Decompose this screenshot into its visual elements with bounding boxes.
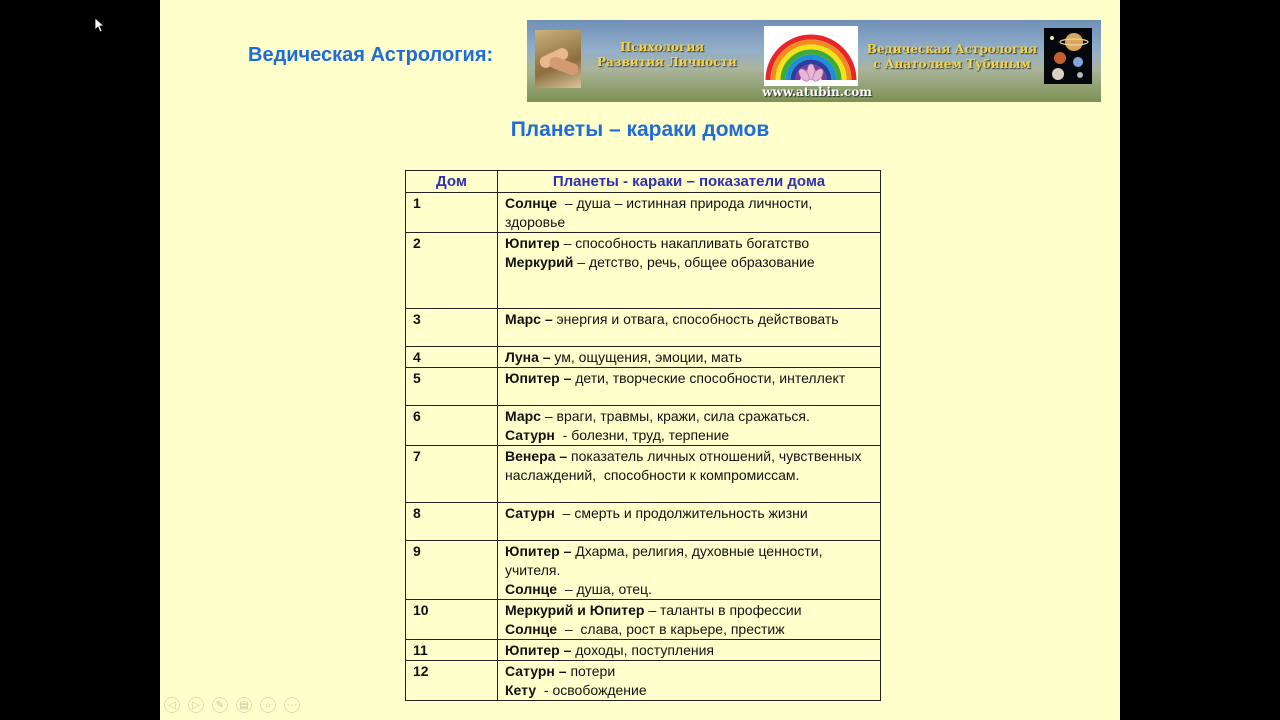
karaka-text: - болезни, труд, терпение (554, 427, 730, 443)
planet-name: Луна – (505, 349, 551, 365)
house-number: 7 (406, 446, 498, 503)
planet-name: Марс (505, 408, 541, 424)
planet-name: Солнце (505, 621, 558, 637)
karaka-description (498, 406, 881, 446)
karaka-description (498, 446, 881, 503)
planet-name: Кету (505, 682, 537, 698)
karaka-text: – способность накапливать богатство (559, 235, 810, 251)
slide-title: Планеты – караки домов (510, 118, 770, 141)
house-number: 1 (406, 193, 498, 233)
house-number: 11 (406, 640, 498, 661)
house-karaka-table (405, 170, 881, 701)
planet-name: Юпитер – (505, 642, 572, 658)
karaka-line (505, 407, 874, 426)
table-row (406, 503, 881, 541)
karaka-description (498, 233, 881, 309)
karaka-description (498, 661, 881, 701)
planet-name: Сатурн (505, 505, 555, 521)
planet-name: Солнце (505, 195, 558, 211)
planet-name: Солнце (505, 581, 558, 597)
karaka-text: показатель личных отношений, чувственных наслаждений, способности к компромиссам. (505, 448, 866, 483)
planet-name: Венера – (505, 448, 568, 464)
karaka-text: Дхарма, религия, духовные ценности, учителя. (505, 543, 827, 578)
table-row (406, 446, 881, 503)
karaka-text: – смерть и продолжительность жизни (554, 505, 808, 521)
table-row (406, 541, 881, 600)
karaka-text: энергия и отвага, способность действовать (552, 311, 839, 327)
karaka-description (498, 368, 881, 406)
karaka-description (498, 503, 881, 541)
karaka-text: доходы, поступления (571, 642, 714, 658)
house-number: 2 (406, 233, 498, 309)
karaka-line (505, 369, 874, 388)
zoom-icon[interactable]: ⌕ (260, 697, 276, 713)
planet-name: Юпитер (505, 235, 560, 251)
karaka-line (505, 447, 874, 485)
rainbow-logo-icon (764, 26, 858, 86)
table-header-row (406, 171, 881, 193)
planet-name: Юпитер – (505, 370, 572, 386)
karaka-text: – слава, рост в карьере, престиж (557, 621, 785, 637)
karaka-description (498, 600, 881, 640)
karaka-description (498, 640, 881, 661)
house-number: 12 (406, 661, 498, 701)
table-row (406, 193, 881, 233)
column-header-planets: Планеты - караки – показатели дома (498, 171, 881, 193)
karaka-description (498, 309, 881, 347)
banner-left-text (597, 40, 737, 70)
house-number: 4 (406, 347, 498, 368)
karaka-line (505, 504, 874, 523)
prev-icon[interactable]: ◁ (164, 697, 180, 713)
karaka-line (505, 601, 874, 620)
house-number: 6 (406, 406, 498, 446)
planet-name: Сатурн – (505, 663, 567, 679)
karaka-line (505, 234, 874, 253)
karaka-line (505, 253, 874, 272)
karaka-text: - освобождение (536, 682, 647, 698)
planets-icon (1044, 28, 1092, 84)
karaka-text: потери (566, 663, 616, 679)
karaka-text: – детство, речь, общее образование (573, 254, 815, 270)
slides-icon[interactable]: ▤ (236, 697, 252, 713)
next-icon[interactable]: ▷ (188, 697, 204, 713)
karaka-line (505, 641, 874, 660)
planet-name: Марс – (505, 311, 553, 327)
header-title: Ведическая Астрология: (248, 44, 494, 66)
karaka-line (505, 620, 874, 639)
house-number: 8 (406, 503, 498, 541)
table-row (406, 368, 881, 406)
pen-icon[interactable]: ✎ (212, 697, 228, 713)
column-header-house: Дом (406, 171, 498, 193)
planet-name: Меркурий и Юпитер (505, 602, 645, 618)
presentation-slide (160, 0, 1120, 720)
karaka-description (498, 193, 881, 233)
hands-photo (535, 30, 581, 88)
table-row (406, 233, 881, 309)
table-row (406, 347, 881, 368)
banner-right-line-2: с Анатолием Тубиным (873, 57, 1031, 71)
house-number: 5 (406, 368, 498, 406)
karaka-text: – таланты в профессии (644, 602, 802, 618)
karaka-line (505, 542, 874, 580)
table-row (406, 406, 881, 446)
table-row (406, 661, 881, 701)
table-row (406, 600, 881, 640)
site-banner (527, 20, 1101, 102)
banner-right-text (865, 42, 1039, 72)
banner-left-line-1: Психология (619, 40, 705, 54)
karaka-line (505, 662, 874, 681)
karaka-line (505, 348, 874, 367)
karaka-line (505, 194, 874, 232)
table-row (406, 640, 881, 661)
mouse-cursor-icon (94, 17, 104, 33)
house-number: 10 (406, 600, 498, 640)
banner-right-line-1: Ведическая Астрология (866, 42, 1038, 56)
karaka-line (505, 310, 874, 329)
house-number: 3 (406, 309, 498, 347)
karaka-description (498, 347, 881, 368)
banner-url[interactable]: www.atubin.com (762, 85, 872, 99)
planet-name: Юпитер – (505, 543, 572, 559)
karaka-description (498, 541, 881, 600)
karaka-line (505, 426, 874, 445)
more-icon[interactable]: ⋯ (284, 697, 300, 713)
karaka-line (505, 681, 874, 700)
karaka-text: – душа – истинная природа личности, здоровье (505, 195, 817, 230)
table-row (406, 309, 881, 347)
karaka-text: ум, ощущения, эмоции, мать (550, 349, 742, 365)
karaka-text: – враги, травмы, кражи, сила сражаться. (540, 408, 810, 424)
banner-left-line-2: Развития Личности (597, 55, 737, 69)
planet-name: Меркурий (505, 254, 574, 270)
planet-name: Сатурн (505, 427, 555, 443)
karaka-text: – душа, отец. (557, 581, 652, 597)
karaka-line (505, 580, 874, 599)
karaka-text: дети, творческие способности, интеллект (571, 370, 846, 386)
house-number: 9 (406, 541, 498, 600)
